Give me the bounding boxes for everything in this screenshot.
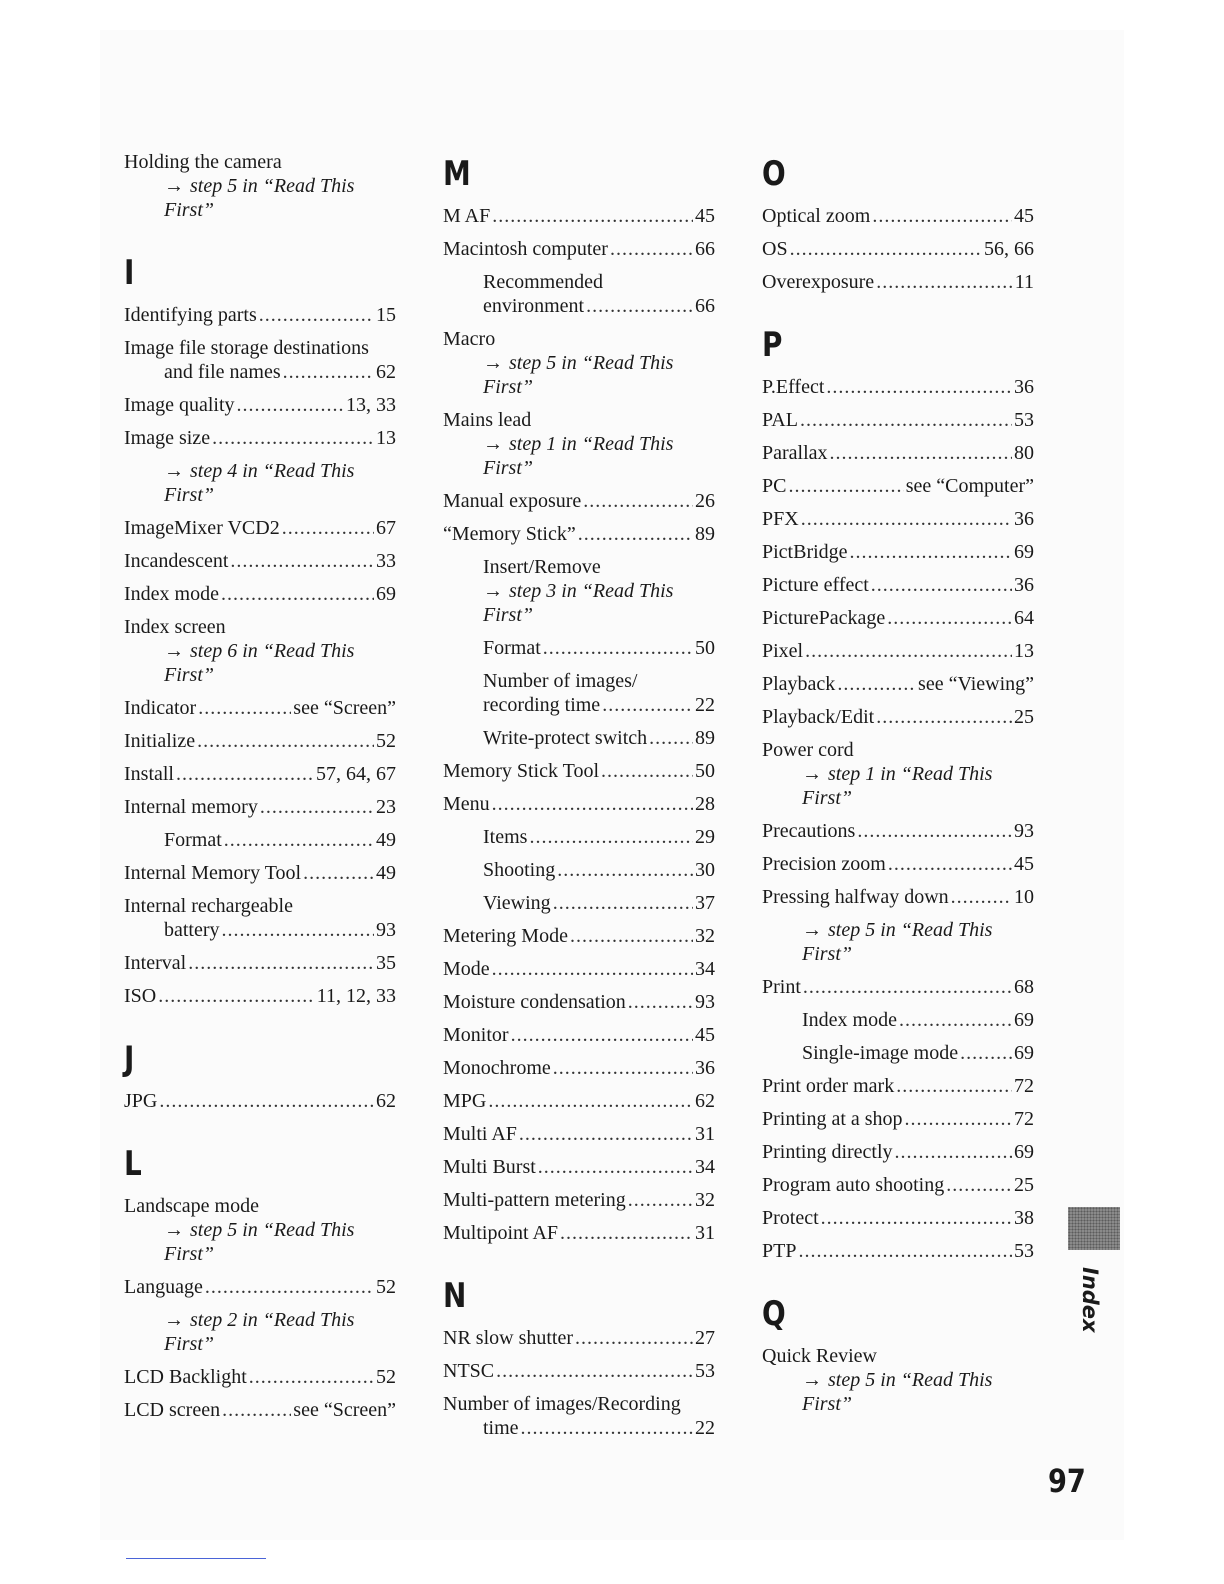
index-subentry: Recommended environment ..... 66	[443, 270, 715, 318]
index-entry: OS ..... 56, 66	[762, 237, 1034, 261]
index-entry: Language ..... 52	[124, 1275, 396, 1299]
index-entry: Quick Review → step 5 in “Read This First”	[762, 1344, 1034, 1416]
index-entry: Mains lead → step 1 in “Read This First”	[443, 408, 715, 480]
index-entry: Overexposure ..... 11	[762, 270, 1034, 294]
index-subentry: Viewing ..... 37	[443, 891, 715, 915]
index-entry: Multipoint AF ..... 31	[443, 1221, 715, 1245]
index-entry: Number of images/Recording time ..... 22	[443, 1392, 715, 1440]
index-entry: LCD Backlight ..... 52	[124, 1365, 396, 1389]
index-column-2	[443, 150, 715, 1449]
index-entry: Parallax ..... 80	[762, 441, 1034, 465]
index-entry: Precision zoom ..... 45	[762, 852, 1034, 876]
section-letter-l: L	[124, 1144, 142, 1184]
index-subentry: Number of images/ recording time ..... 22	[443, 669, 715, 717]
index-subentry: Index mode ..... 69	[762, 1008, 1034, 1032]
section-letter-i: I	[124, 253, 135, 293]
index-entry: Playback ..... see “Viewing”	[762, 672, 1034, 696]
cross-reference: → step 6 in “Read This First”	[164, 640, 355, 686]
section-letter-p: P	[762, 325, 783, 365]
index-entry: Program auto shooting ..... 25	[762, 1173, 1034, 1197]
cross-reference: → step 2 in “Read This First”	[164, 1309, 355, 1355]
cross-reference: → step 5 in “Read This First”	[164, 175, 355, 221]
cross-reference: → step 5 in “Read This First”	[802, 1369, 993, 1415]
index-subentry: Format ..... 49	[124, 828, 396, 852]
index-entry: Printing at a shop ..... 72	[762, 1107, 1034, 1131]
index-entry: Install ..... 57, 64, 67	[124, 762, 396, 786]
index-entry: Power cord → step 1 in “Read This First”	[762, 738, 1034, 810]
index-entry: PAL ..... 53	[762, 408, 1034, 432]
index-entry: PC ..... see “Computer”	[762, 474, 1034, 498]
index-entry: Multi Burst ..... 34	[443, 1155, 715, 1179]
index-entry: Memory Stick Tool ..... 50	[443, 759, 715, 783]
index-entry: PTP ..... 53	[762, 1239, 1034, 1263]
index-entry: PictBridge ..... 69	[762, 540, 1034, 564]
index-column-1	[124, 150, 396, 1431]
index-entry: Menu ..... 28	[443, 792, 715, 816]
index-entry: Identifying parts ..... 15	[124, 303, 396, 327]
cross-reference: → step 5 in “Read This First”	[802, 919, 993, 965]
index-subentry: Format ..... 50	[443, 636, 715, 660]
cross-reference: → step 4 in “Read This First”	[164, 460, 355, 506]
page-number: 97	[1048, 1462, 1086, 1500]
index-entry: Monitor ..... 45	[443, 1023, 715, 1047]
index-entry: Multi AF ..... 31	[443, 1122, 715, 1146]
index-entry: Index screen → step 6 in “Read This First”	[124, 615, 396, 687]
section-letter-q: Q	[762, 1294, 786, 1334]
index-subentry: Write-protect switch ..... 89	[443, 726, 715, 750]
index-entry: MPG ..... 62	[443, 1089, 715, 1113]
index-subentry: Single-image mode ..... 69	[762, 1041, 1034, 1065]
footer-rule	[126, 1558, 266, 1559]
index-column-3	[762, 150, 1034, 1425]
index-entry: NR slow shutter ..... 27	[443, 1326, 715, 1350]
index-tab-marker	[1068, 1207, 1120, 1250]
index-entry: Internal Memory Tool ..... 49	[124, 861, 396, 885]
index-entry: PicturePackage ..... 64	[762, 606, 1034, 630]
index-entry: Internal memory ..... 23	[124, 795, 396, 819]
index-entry: Initialize ..... 52	[124, 729, 396, 753]
index-entry: ISO ..... 11, 12, 33	[124, 984, 396, 1008]
cross-reference: → step 3 in “Read This First”	[483, 580, 674, 626]
index-entry: Landscape mode → step 5 in “Read This First”	[124, 1194, 396, 1266]
index-entry: NTSC ..... 53	[443, 1359, 715, 1383]
index-entry: Pixel ..... 13	[762, 639, 1034, 663]
index-entry: Interval ..... 35	[124, 951, 396, 975]
index-tab-label: Index	[1078, 1267, 1102, 1333]
index-entry: ImageMixer VCD2 ..... 67	[124, 516, 396, 540]
index-entry: Picture effect ..... 36	[762, 573, 1034, 597]
index-entry: Manual exposure ..... 26	[443, 489, 715, 513]
index-subentry: Insert/Remove → step 3 in “Read This First”	[443, 555, 715, 627]
section-letter-m: M	[443, 154, 471, 194]
cross-reference: → step 1 in “Read This First”	[802, 763, 993, 809]
section-letter-n: N	[443, 1276, 467, 1316]
index-entry: PFX ..... 36	[762, 507, 1034, 531]
index-entry: Multi-pattern metering ..... 32	[443, 1188, 715, 1212]
index-entry: M AF ..... 45	[443, 204, 715, 228]
index-entry: Internal rechargeable battery ..... 93	[124, 894, 396, 942]
index-entry: Monochrome ..... 36	[443, 1056, 715, 1080]
index-subentry: Shooting ..... 30	[443, 858, 715, 882]
index-entry: Mode ..... 34	[443, 957, 715, 981]
index-entry: Metering Mode ..... 32	[443, 924, 715, 948]
index-entry: Image size ..... 13	[124, 426, 396, 450]
cross-reference: → step 5 in “Read This First”	[483, 352, 674, 398]
index-entry: Incandescent ..... 33	[124, 549, 396, 573]
index-entry: Image file storage destinations and file names ..... 62	[124, 336, 396, 384]
cross-reference: → step 1 in “Read This First”	[483, 433, 674, 479]
index-entry: Protect ..... 38	[762, 1206, 1034, 1230]
index-entry: Print ..... 68	[762, 975, 1034, 999]
index-entry: Macintosh computer ..... 66	[443, 237, 715, 261]
index-entry: Macro → step 5 in “Read This First”	[443, 327, 715, 399]
section-letter-j: J	[124, 1039, 135, 1079]
index-entry: Optical zoom ..... 45	[762, 204, 1034, 228]
index-subentry: Items ..... 29	[443, 825, 715, 849]
index-entry: Holding the camera → step 5 in “Read This First”	[124, 150, 396, 222]
index-entry: Index mode ..... 69	[124, 582, 396, 606]
index-entry: Precautions ..... 93	[762, 819, 1034, 843]
index-entry: “Memory Stick” ..... 89	[443, 522, 715, 546]
index-entry: Pressing halfway down ..... 10	[762, 885, 1034, 909]
index-entry: Playback/Edit ..... 25	[762, 705, 1034, 729]
index-entry: Print order mark ..... 72	[762, 1074, 1034, 1098]
index-entry: LCD screen ..... see “Screen”	[124, 1398, 396, 1422]
index-entry: Image quality ..... 13, 33	[124, 393, 396, 417]
section-letter-o: O	[762, 154, 786, 194]
index-entry: Moisture condensation ..... 93	[443, 990, 715, 1014]
index-entry: Indicator ..... see “Screen”	[124, 696, 396, 720]
index-entry: P.Effect ..... 36	[762, 375, 1034, 399]
cross-reference: → step 5 in “Read This First”	[164, 1219, 355, 1265]
index-entry: Printing directly ..... 69	[762, 1140, 1034, 1164]
index-entry: JPG ..... 62	[124, 1089, 396, 1113]
